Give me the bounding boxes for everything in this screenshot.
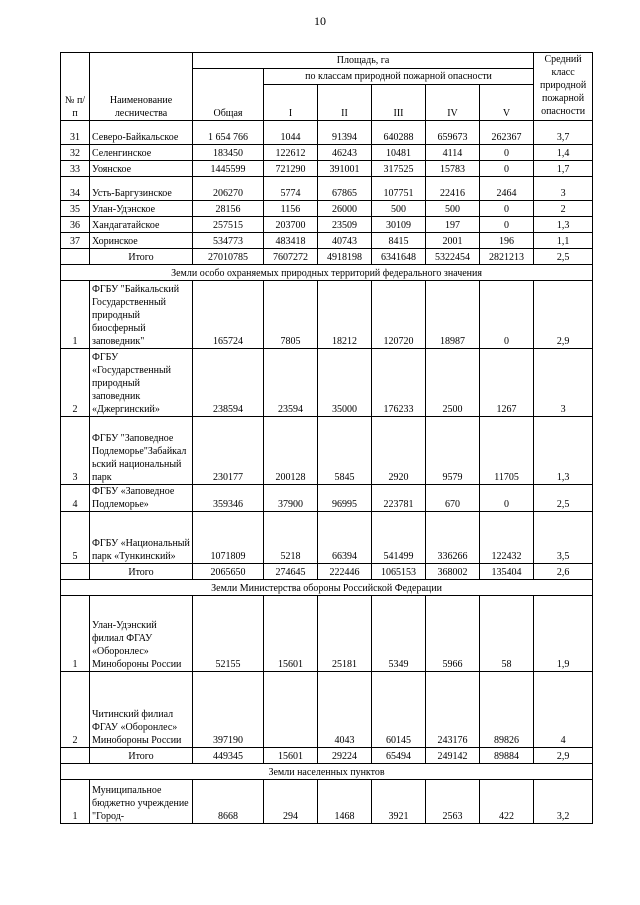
total-class-4: 249142 [426,748,480,764]
cell-class-4: 22416 [426,177,480,201]
total-row-empty [61,249,90,265]
cell-class-4: 500 [426,201,480,217]
cell-class-4: 659673 [426,121,480,145]
cell-class-3: 120720 [372,281,426,349]
cell-class-2: 66394 [318,512,372,564]
table-row [61,177,593,201]
cell-class-3: 10481 [372,145,426,161]
row-name: ФГБУ "Заповедное Подлеморье"Забайкальский национальный парк [90,417,193,485]
cell-total: 183450 [193,145,264,161]
cell-total: 165724 [193,281,264,349]
row-name: Селенгинское [90,145,193,161]
total-class-3: 6341648 [372,249,426,265]
total-row-empty [61,748,90,764]
cell-class-2: 4043 [318,672,372,748]
row-number: 5 [61,512,90,564]
cell-total: 238594 [193,349,264,417]
row-number: 1 [61,780,90,824]
cell-class-2: 25181 [318,596,372,672]
cell-class-4: 18987 [426,281,480,349]
header-class-4: IV [426,85,480,121]
cell-class-5: 262367 [480,121,534,145]
table-row [61,281,593,349]
cell-total: 397190 [193,672,264,748]
total-class-5: 2821213 [480,249,534,265]
section-heading: Земли Министерства обороны Российской Федерации [61,580,593,596]
cell-class-2: 23509 [318,217,372,233]
cell-avg-class: 2 [534,201,593,217]
total-label: Итого [90,748,193,764]
cell-total: 1 654 766 [193,121,264,145]
cell-class-4: 243176 [426,672,480,748]
cell-class-2: 18212 [318,281,372,349]
row-number: 2 [61,349,90,417]
cell-class-5: 89826 [480,672,534,748]
cell-class-4: 2563 [426,780,480,824]
cell-class-4: 4114 [426,145,480,161]
table-row [61,145,593,161]
cell-class-2: 67865 [318,177,372,201]
cell-class-2: 5845 [318,417,372,485]
cell-class-1: 122612 [264,145,318,161]
cell-class-5: 11705 [480,417,534,485]
header-area: Площадь, га [193,53,534,69]
total-class-5: 89884 [480,748,534,764]
row-name: ФГБУ «Заповедное Подлеморье» [90,485,193,512]
cell-class-2: 46243 [318,145,372,161]
header-num: № п/п [61,53,90,121]
cell-class-1: 200128 [264,417,318,485]
row-name: Усть-Баргузинское [90,177,193,201]
cell-class-3: 2920 [372,417,426,485]
cell-class-1: 15601 [264,596,318,672]
cell-avg-class: 3 [534,349,593,417]
total-class-2: 29224 [318,748,372,764]
cell-total: 534773 [193,233,264,249]
cell-class-1: 37900 [264,485,318,512]
total-avg-class: 2,5 [534,249,593,265]
cell-class-5: 0 [480,161,534,177]
table-row [61,512,593,564]
cell-class-1: 483418 [264,233,318,249]
cell-total: 230177 [193,417,264,485]
table-row [61,485,593,512]
cell-class-5: 122432 [480,512,534,564]
header-class-1: I [264,85,318,121]
table-row [61,672,593,748]
total-class-2: 222446 [318,564,372,580]
row-number: 3 [61,417,90,485]
row-number: 31 [61,121,90,145]
total-row-empty [61,564,90,580]
cell-class-3: 60145 [372,672,426,748]
cell-class-3: 176233 [372,349,426,417]
cell-avg-class: 3 [534,177,593,201]
cell-avg-class: 3,7 [534,121,593,145]
table-row [61,161,593,177]
table-row [61,417,593,485]
total-total: 27010785 [193,249,264,265]
cell-class-5: 196 [480,233,534,249]
cell-class-3: 107751 [372,177,426,201]
row-number: 37 [61,233,90,249]
cell-class-3: 223781 [372,485,426,512]
cell-class-3: 3921 [372,780,426,824]
cell-class-4: 197 [426,217,480,233]
row-number: 32 [61,145,90,161]
header-by-classes: по классам природной пожарной опасности [264,69,534,85]
cell-total: 359346 [193,485,264,512]
cell-class-1 [264,672,318,748]
total-class-1: 7607272 [264,249,318,265]
row-name: ФГБУ "Байкальский Государственный природный биосферный заповедник" [90,281,193,349]
header-total-area: Общая [193,69,264,121]
cell-class-5: 1267 [480,349,534,417]
row-name: ФГБУ «Государственный природный заповедник «Джергинский» [90,349,193,417]
row-name: ФГБУ «Национальный парк «Тункинский» [90,512,193,564]
cell-class-2: 40743 [318,233,372,249]
total-class-1: 274645 [264,564,318,580]
cell-class-2: 91394 [318,121,372,145]
cell-class-1: 7805 [264,281,318,349]
cell-total: 52155 [193,596,264,672]
row-number: 34 [61,177,90,201]
table-row [61,349,593,417]
cell-class-5: 0 [480,145,534,161]
section-heading: Земли населенных пунктов [61,764,593,780]
cell-class-4: 670 [426,485,480,512]
cell-avg-class: 3,2 [534,780,593,824]
total-avg-class: 2,9 [534,748,593,764]
table-row [61,201,593,217]
total-total: 449345 [193,748,264,764]
cell-class-1: 203700 [264,217,318,233]
cell-class-4: 336266 [426,512,480,564]
total-label: Итого [90,564,193,580]
cell-class-5: 2464 [480,177,534,201]
cell-class-3: 500 [372,201,426,217]
cell-class-1: 294 [264,780,318,824]
row-name: Уоянское [90,161,193,177]
cell-class-5: 0 [480,201,534,217]
cell-class-2: 1468 [318,780,372,824]
cell-class-3: 5349 [372,596,426,672]
cell-avg-class: 3,5 [534,512,593,564]
cell-class-2: 26000 [318,201,372,217]
cell-class-1: 23594 [264,349,318,417]
row-name: Улан-Удэнский филиал ФГАУ «Оборонлес» Минобороны России [90,596,193,672]
row-number: 1 [61,281,90,349]
row-number: 33 [61,161,90,177]
header-name: Наименование лесничества [90,53,193,121]
cell-class-2: 391001 [318,161,372,177]
cell-class-1: 1044 [264,121,318,145]
table-row [61,780,593,824]
total-row [61,748,593,764]
row-number: 35 [61,201,90,217]
cell-avg-class: 1,3 [534,417,593,485]
header-class-2: II [318,85,372,121]
total-row [61,249,593,265]
cell-class-3: 8415 [372,233,426,249]
cell-class-2: 35000 [318,349,372,417]
cell-class-1: 5774 [264,177,318,201]
total-class-4: 5322454 [426,249,480,265]
total-row [61,564,593,580]
row-number: 36 [61,217,90,233]
total-avg-class: 2,6 [534,564,593,580]
total-class-5: 135404 [480,564,534,580]
table-row [61,596,593,672]
cell-class-1: 5218 [264,512,318,564]
row-name: Муниципальное бюджетно учреждение "Город- [90,780,193,824]
cell-avg-class: 1,3 [534,217,593,233]
cell-avg-class: 1,7 [534,161,593,177]
cell-class-4: 9579 [426,417,480,485]
cell-total: 1445599 [193,161,264,177]
total-class-3: 1065153 [372,564,426,580]
page-number: 10 [314,14,326,28]
row-name: Хандагатайское [90,217,193,233]
cell-class-5: 0 [480,217,534,233]
cell-avg-class: 2,5 [534,485,593,512]
cell-class-2: 96995 [318,485,372,512]
cell-total: 257515 [193,217,264,233]
table-row [61,233,593,249]
cell-class-1: 721290 [264,161,318,177]
table-row [61,217,593,233]
total-label: Итого [90,249,193,265]
cell-class-3: 30109 [372,217,426,233]
total-class-4: 368002 [426,564,480,580]
cell-class-4: 2001 [426,233,480,249]
cell-class-5: 0 [480,485,534,512]
cell-class-3: 541499 [372,512,426,564]
cell-class-5: 58 [480,596,534,672]
header-class-3: III [372,85,426,121]
total-total: 2065650 [193,564,264,580]
row-name: Читинский филиал ФГАУ «Оборонлес» Минобороны России [90,672,193,748]
table-row [61,121,593,145]
header-class-5: V [480,85,534,121]
cell-class-5: 0 [480,281,534,349]
section-heading: Земли особо охраняемых природных территорий федерального значения [61,265,593,281]
fire-danger-table [60,52,593,824]
cell-class-4: 15783 [426,161,480,177]
cell-class-4: 2500 [426,349,480,417]
total-class-1: 15601 [264,748,318,764]
cell-total: 8668 [193,780,264,824]
cell-total: 28156 [193,201,264,217]
cell-avg-class: 4 [534,672,593,748]
cell-avg-class: 2,9 [534,281,593,349]
row-number: 1 [61,596,90,672]
cell-total: 1071809 [193,512,264,564]
cell-class-5: 422 [480,780,534,824]
cell-class-1: 1156 [264,201,318,217]
row-name: Северо-Байкальское [90,121,193,145]
cell-avg-class: 1,4 [534,145,593,161]
cell-avg-class: 1,1 [534,233,593,249]
row-name: Хоринское [90,233,193,249]
cell-class-4: 5966 [426,596,480,672]
row-name: Улан-Удэнское [90,201,193,217]
header-avg-class: Средний класс природной пожарной опасности [534,53,593,121]
row-number: 2 [61,672,90,748]
row-number: 4 [61,485,90,512]
total-class-3: 65494 [372,748,426,764]
total-class-2: 4918198 [318,249,372,265]
cell-total: 206270 [193,177,264,201]
cell-class-3: 317525 [372,161,426,177]
cell-class-3: 640288 [372,121,426,145]
cell-avg-class: 1,9 [534,596,593,672]
